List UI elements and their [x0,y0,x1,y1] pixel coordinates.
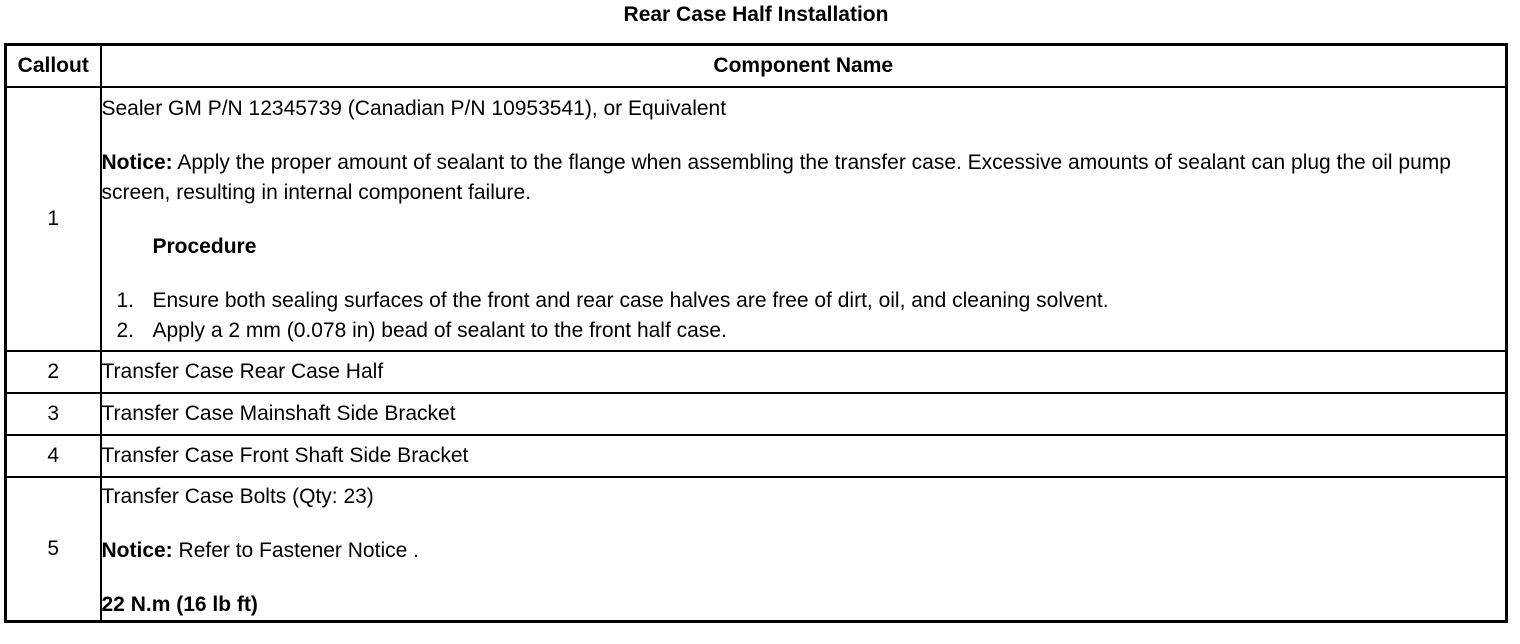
component-cell [101,477,1507,622]
step-text: Ensure both sealing surfaces of the front and rear case halves are free of dirt, oil, and cleaning solvent. [152,289,1109,312]
torque-spec: 22 N.m (16 lb ft) [101,593,258,616]
page-title: Rear Case Half Installation [623,3,889,26]
component-name: Transfer Case Bolts (Qty: 23) [101,485,374,508]
header-component-name: Component Name [101,45,1507,88]
table-row [6,351,1507,393]
list-item [102,286,1506,316]
table-row [6,87,1507,351]
component-cell [101,87,1507,351]
callout-cell: 5 [6,477,101,622]
notice [102,536,1506,566]
component-name: Transfer Case Front Shaft Side Bracket [101,435,1507,477]
procedure-heading: Procedure [152,235,257,258]
callout-cell: 2 [6,351,101,393]
procedure-steps [102,286,1506,346]
component-name: Sealer GM P/N 12345739 (Canadian P/N 10953541), or Equivalent [101,97,727,120]
component-name: Transfer Case Mainshaft Side Bracket [101,393,1507,435]
step-text: Apply a 2 mm (0.078 in) bead of sealant to the front half case. [152,319,727,342]
component-name: Transfer Case Rear Case Half [101,351,1507,393]
list-item [102,316,1506,346]
table-row [6,435,1507,477]
notice-text: Refer to Fastener Notice . [172,539,419,562]
callout-cell: 4 [6,435,101,477]
table-row [6,477,1507,622]
notice-text: Apply the proper amount of sealant to the flange when assembling the transfer case. Excessive amounts of sealant can plug the oil pump screen, resulting in internal component failure. [101,151,1451,204]
notice-label: Notice: [101,151,173,174]
notice [102,148,1506,208]
step-number: 2. [116,319,135,342]
callout-cell: 3 [6,393,101,435]
notice-label: Notice: [101,539,173,562]
step-number: 1. [116,289,135,312]
component-table [4,43,1508,623]
callout-cell: 1 [6,87,101,351]
table-header-row [6,45,1507,88]
header-callout: Callout [6,45,101,88]
table-row [6,393,1507,435]
